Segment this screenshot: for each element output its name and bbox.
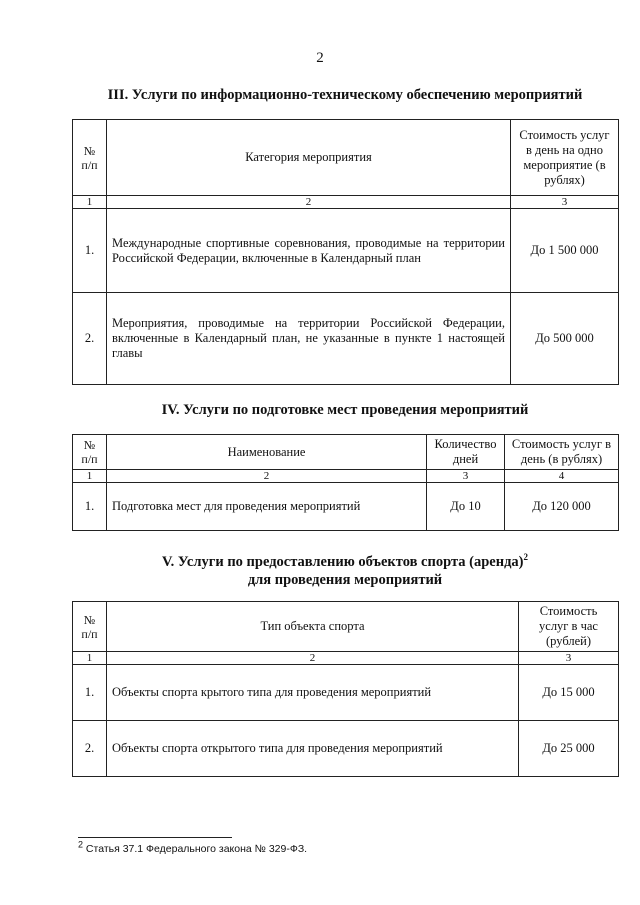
header-num: № п/п bbox=[73, 120, 107, 196]
row-num: 1. bbox=[73, 209, 107, 293]
table-header-row bbox=[73, 435, 619, 470]
table-header-row bbox=[73, 602, 619, 652]
header-cost: Стоимость услуг в день на одно мероприятие (в рублях) bbox=[511, 120, 619, 196]
section-5-title-line1: V. Услуги по предоставлению объектов спорта (аренда) bbox=[162, 554, 524, 570]
col-number: 1 bbox=[73, 470, 107, 483]
section-5-table bbox=[72, 601, 619, 777]
row-days: До 10 bbox=[427, 483, 505, 531]
header-name: Наименование bbox=[107, 435, 427, 470]
header-cost: Стоимость услуг в час (рублей) bbox=[519, 602, 619, 652]
row-name: Объекты спорта открытого типа для проведения мероприятий bbox=[107, 721, 519, 777]
row-name: Международные спортивные соревнования, проводимые на территории Российской Федерации, включенные в Календарный план bbox=[107, 209, 511, 293]
footnote-ref: 2 bbox=[523, 552, 528, 563]
footnote-mark: 2 bbox=[78, 839, 84, 850]
footnote bbox=[78, 839, 308, 855]
section-3-title: III. Услуги по информационно-техническому обеспечению мероприятий bbox=[107, 87, 583, 103]
row-num: 1. bbox=[73, 483, 107, 531]
col-number: 1 bbox=[73, 652, 107, 665]
header-category: Категория мероприятия bbox=[107, 120, 511, 196]
col-number: 3 bbox=[427, 470, 505, 483]
table-row bbox=[73, 483, 619, 531]
table-header-row bbox=[73, 120, 619, 196]
row-name: Мероприятия, проводимые на территории Российской Федерации, включенные в Календарный план, не указанные в пункте 1 настоящей главы bbox=[107, 293, 511, 385]
footnote-text: Статья 37.1 Федерального закона № 329-ФЗ. bbox=[83, 843, 308, 855]
header-cost: Стоимость услуг в день (в рублях) bbox=[505, 435, 619, 470]
section-5-title bbox=[60, 553, 630, 589]
row-name: Подготовка мест для проведения мероприятий bbox=[107, 483, 427, 531]
col-number: 2 bbox=[107, 652, 519, 665]
row-name: Объекты спорта крытого типа для проведения мероприятий bbox=[107, 665, 519, 721]
section-4-title: IV. Услуги по подготовке мест проведения мероприятий bbox=[161, 402, 529, 418]
table-row bbox=[73, 665, 619, 721]
column-number-row bbox=[73, 652, 619, 665]
footnote-separator bbox=[78, 837, 232, 838]
row-cost: До 1 500 000 bbox=[511, 209, 619, 293]
table-row bbox=[73, 721, 619, 777]
row-cost: До 25 000 bbox=[519, 721, 619, 777]
header-num: № п/п bbox=[73, 435, 107, 470]
header-days: Количество дней bbox=[427, 435, 505, 470]
column-number-row bbox=[73, 470, 619, 483]
col-number: 2 bbox=[107, 470, 427, 483]
col-number: 3 bbox=[519, 652, 619, 665]
row-num: 1. bbox=[73, 665, 107, 721]
section-4-table bbox=[72, 434, 619, 531]
table-row bbox=[73, 293, 619, 385]
row-num: 2. bbox=[73, 721, 107, 777]
row-cost: До 500 000 bbox=[511, 293, 619, 385]
section-5-title-line2: для проведения мероприятий bbox=[247, 572, 443, 588]
header-type: Тип объекта спорта bbox=[107, 602, 519, 652]
row-num: 2. bbox=[73, 293, 107, 385]
col-number: 3 bbox=[511, 196, 619, 209]
col-number: 1 bbox=[73, 196, 107, 209]
row-cost: До 15 000 bbox=[519, 665, 619, 721]
col-number: 4 bbox=[505, 470, 619, 483]
col-number: 2 bbox=[107, 196, 511, 209]
page-number: 2 bbox=[316, 50, 324, 66]
section-3-table bbox=[72, 119, 619, 385]
header-num: № п/п bbox=[73, 602, 107, 652]
column-number-row bbox=[73, 196, 619, 209]
table-row bbox=[73, 209, 619, 293]
row-cost: До 120 000 bbox=[505, 483, 619, 531]
